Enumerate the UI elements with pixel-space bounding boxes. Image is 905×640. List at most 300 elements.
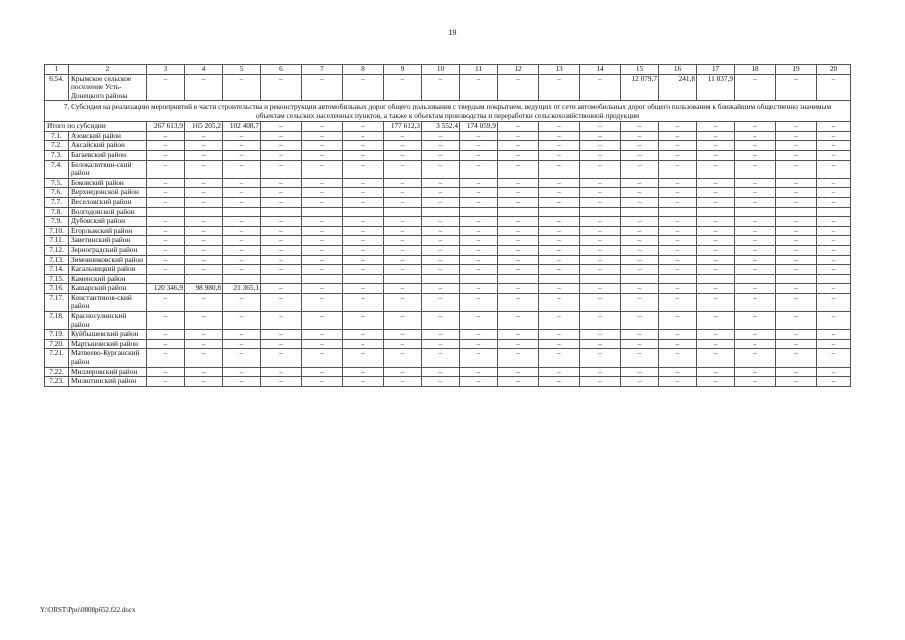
cell: – <box>384 131 422 141</box>
cell: – <box>223 150 261 160</box>
cell: – <box>580 330 621 340</box>
cell: – <box>776 312 817 330</box>
cell: – <box>580 367 621 377</box>
cell: – <box>147 339 185 349</box>
cell: – <box>422 141 460 151</box>
cell: – <box>223 255 261 265</box>
row-number: 7.8. <box>45 207 69 217</box>
table-row <box>45 178 851 188</box>
cell: – <box>498 330 539 340</box>
cell: – <box>223 312 261 330</box>
column-index-row <box>45 65 851 75</box>
cell: – <box>343 330 384 340</box>
column-index-cell: 4 <box>185 65 223 75</box>
cell: – <box>302 178 343 188</box>
cell: – <box>580 160 621 178</box>
table-row <box>45 207 851 217</box>
column-index-cell: 8 <box>343 65 384 75</box>
table-row <box>45 74 851 101</box>
cell: – <box>659 226 697 236</box>
cell: – <box>735 339 776 349</box>
cell: – <box>147 131 185 141</box>
cell <box>147 274 185 284</box>
cell: – <box>539 160 580 178</box>
row-name: Дубовский район <box>69 217 147 227</box>
cell: – <box>659 293 697 311</box>
column-index-cell: 17 <box>697 65 735 75</box>
cell: – <box>185 367 223 377</box>
row-name: Заветинский район <box>69 236 147 246</box>
cell: – <box>223 131 261 141</box>
cell: – <box>697 284 735 294</box>
cell: – <box>498 265 539 275</box>
row-number: 7.17. <box>45 293 69 311</box>
cell: – <box>817 377 851 387</box>
cell: – <box>621 284 659 294</box>
row-number: 7.23. <box>45 377 69 387</box>
cell: – <box>223 178 261 188</box>
cell: – <box>817 265 851 275</box>
column-index-cell: 15 <box>621 65 659 75</box>
cell: – <box>776 377 817 387</box>
table-row <box>45 367 851 377</box>
row-name: Боковский район <box>69 178 147 188</box>
cell: – <box>185 150 223 160</box>
row-number: 7.21. <box>45 349 69 367</box>
cell: – <box>460 160 498 178</box>
cell: – <box>580 141 621 151</box>
cell: – <box>659 377 697 387</box>
column-index-cell: 9 <box>384 65 422 75</box>
cell: – <box>659 339 697 349</box>
table-row <box>45 265 851 275</box>
cell: – <box>776 178 817 188</box>
cell: – <box>539 339 580 349</box>
table-row <box>45 349 851 367</box>
row-name: Кагальницкий район <box>69 265 147 275</box>
cell: – <box>659 349 697 367</box>
row-name: Верхнедонской район <box>69 188 147 198</box>
cell: – <box>776 284 817 294</box>
cell: – <box>776 122 817 132</box>
cell <box>460 207 498 217</box>
cell: – <box>735 226 776 236</box>
cell: – <box>776 236 817 246</box>
cell: – <box>147 217 185 227</box>
cell: – <box>659 178 697 188</box>
cell: – <box>621 255 659 265</box>
cell: – <box>147 160 185 178</box>
cell: – <box>697 141 735 151</box>
cell: – <box>621 217 659 227</box>
cell: – <box>343 377 384 387</box>
cell: – <box>539 284 580 294</box>
cell: – <box>498 160 539 178</box>
cell: – <box>261 178 302 188</box>
cell: – <box>422 255 460 265</box>
cell: – <box>498 197 539 207</box>
cell: – <box>776 367 817 377</box>
row-number: 7.18. <box>45 312 69 330</box>
cell: – <box>147 150 185 160</box>
cell <box>580 207 621 217</box>
cell: – <box>817 367 851 377</box>
cell: – <box>460 245 498 255</box>
cell: – <box>302 255 343 265</box>
row-name: Белокалитвин-ский район <box>69 160 147 178</box>
cell: – <box>343 339 384 349</box>
row-number: 7.4. <box>45 160 69 178</box>
cell: – <box>735 141 776 151</box>
row-number: 7.3. <box>45 150 69 160</box>
cell: – <box>460 349 498 367</box>
row-name: Мартыновский район <box>69 339 147 349</box>
cell: – <box>697 312 735 330</box>
cell: – <box>261 188 302 198</box>
cell: 120 346,9 <box>147 284 185 294</box>
cell: – <box>697 367 735 377</box>
cell: – <box>735 122 776 132</box>
cell: – <box>302 74 343 101</box>
cell: – <box>261 245 302 255</box>
cell: – <box>817 284 851 294</box>
cell: – <box>817 150 851 160</box>
cell: – <box>621 236 659 246</box>
cell: – <box>539 330 580 340</box>
cell <box>621 207 659 217</box>
cell: – <box>735 188 776 198</box>
table-row <box>45 284 851 294</box>
cell: – <box>539 226 580 236</box>
cell: – <box>261 226 302 236</box>
cell: – <box>697 131 735 141</box>
cell: – <box>498 236 539 246</box>
cell: – <box>776 226 817 236</box>
cell: – <box>460 265 498 275</box>
column-index-cell: 10 <box>422 65 460 75</box>
cell: – <box>384 74 422 101</box>
cell: – <box>539 150 580 160</box>
cell <box>185 207 223 217</box>
row-name: Милютинский район <box>69 377 147 387</box>
cell: – <box>343 74 384 101</box>
cell: – <box>580 122 621 132</box>
cell: – <box>697 178 735 188</box>
cell: 177 612,3 <box>384 122 422 132</box>
cell: – <box>776 255 817 265</box>
cell: – <box>498 217 539 227</box>
cell: – <box>147 245 185 255</box>
cell: – <box>460 188 498 198</box>
cell: – <box>697 217 735 227</box>
cell: – <box>659 197 697 207</box>
cell: – <box>343 197 384 207</box>
cell: – <box>261 312 302 330</box>
cell: – <box>223 236 261 246</box>
row-number: 7.19. <box>45 330 69 340</box>
column-index-cell: 11 <box>460 65 498 75</box>
cell: – <box>261 122 302 132</box>
cell: – <box>776 293 817 311</box>
cell: – <box>735 265 776 275</box>
cell: 12 079,7 <box>621 74 659 101</box>
cell: – <box>697 188 735 198</box>
cell: – <box>659 188 697 198</box>
section-title: 7. Субсидия на реализацию мероприятий в части строительства и реконструкции автомобильных дорог общего пользования с твердым покрытием, ведущих от сети автомобильных дорог общего пользования к ближайшим общественно значимым объектам сельских населенных пунктов, а также к объектам производства и переработки сельскохозяйственной продукции <box>45 101 851 122</box>
cell: – <box>147 141 185 151</box>
cell: – <box>302 217 343 227</box>
cell <box>697 274 735 284</box>
cell: – <box>302 226 343 236</box>
cell: – <box>302 339 343 349</box>
row-name: Зерноградский район <box>69 245 147 255</box>
cell: – <box>735 245 776 255</box>
cell: – <box>343 150 384 160</box>
cell <box>223 207 261 217</box>
cell: – <box>735 330 776 340</box>
cell: – <box>185 330 223 340</box>
cell: – <box>621 293 659 311</box>
table-row <box>45 293 851 311</box>
cell: – <box>422 265 460 275</box>
cell: – <box>185 245 223 255</box>
cell: – <box>343 265 384 275</box>
cell: – <box>384 265 422 275</box>
cell: – <box>343 131 384 141</box>
cell: – <box>223 141 261 151</box>
cell: – <box>697 226 735 236</box>
cell: – <box>498 150 539 160</box>
section-title-row <box>45 101 851 122</box>
cell: – <box>539 74 580 101</box>
cell: – <box>621 141 659 151</box>
cell: – <box>460 150 498 160</box>
cell: – <box>817 217 851 227</box>
cell: – <box>539 188 580 198</box>
cell: – <box>539 178 580 188</box>
row-number: 7.7. <box>45 197 69 207</box>
cell: – <box>185 293 223 311</box>
cell: – <box>621 197 659 207</box>
column-index-cell: 12 <box>498 65 539 75</box>
cell: – <box>697 122 735 132</box>
cell: – <box>735 197 776 207</box>
cell: – <box>621 377 659 387</box>
cell: – <box>498 122 539 132</box>
row-name: Багаевский район <box>69 150 147 160</box>
cell: – <box>735 178 776 188</box>
cell: – <box>302 367 343 377</box>
cell <box>422 274 460 284</box>
cell: – <box>147 255 185 265</box>
cell: – <box>384 255 422 265</box>
cell: – <box>621 226 659 236</box>
cell: – <box>185 141 223 151</box>
cell: – <box>659 122 697 132</box>
cell: – <box>261 197 302 207</box>
cell: – <box>539 265 580 275</box>
cell: 11 837,9 <box>697 74 735 101</box>
column-index-cell: 14 <box>580 65 621 75</box>
cell <box>343 274 384 284</box>
column-index-cell: 5 <box>223 65 261 75</box>
cell: – <box>697 160 735 178</box>
cell: – <box>817 293 851 311</box>
cell: – <box>343 178 384 188</box>
cell: – <box>539 367 580 377</box>
cell: – <box>343 293 384 311</box>
cell: – <box>147 178 185 188</box>
cell: – <box>460 217 498 227</box>
cell: – <box>659 150 697 160</box>
cell: – <box>817 339 851 349</box>
cell: – <box>817 330 851 340</box>
cell: – <box>223 74 261 101</box>
table-row <box>45 150 851 160</box>
cell: – <box>697 330 735 340</box>
cell: – <box>659 330 697 340</box>
cell: – <box>817 312 851 330</box>
cell: – <box>223 339 261 349</box>
cell: – <box>580 339 621 349</box>
cell: – <box>261 255 302 265</box>
cell: – <box>580 265 621 275</box>
cell: – <box>498 245 539 255</box>
cell: – <box>659 217 697 227</box>
cell <box>776 207 817 217</box>
cell: – <box>776 265 817 275</box>
cell: – <box>343 284 384 294</box>
cell: – <box>460 293 498 311</box>
cell: – <box>498 255 539 265</box>
cell: – <box>817 349 851 367</box>
cell: – <box>261 349 302 367</box>
cell: 102 408,7 <box>223 122 261 132</box>
cell: – <box>735 367 776 377</box>
cell: – <box>498 377 539 387</box>
cell: – <box>343 236 384 246</box>
cell <box>817 207 851 217</box>
cell: – <box>422 339 460 349</box>
cell: – <box>302 188 343 198</box>
cell <box>776 274 817 284</box>
cell: – <box>539 236 580 246</box>
cell: – <box>498 131 539 141</box>
table-row <box>45 330 851 340</box>
cell: – <box>817 74 851 101</box>
row-number: 7.10. <box>45 226 69 236</box>
cell: – <box>539 245 580 255</box>
cell: – <box>223 226 261 236</box>
cell: – <box>735 284 776 294</box>
cell: – <box>147 74 185 101</box>
cell: – <box>384 330 422 340</box>
cell: – <box>302 160 343 178</box>
row-name: Аксайский район <box>69 141 147 151</box>
cell: – <box>302 122 343 132</box>
cell: – <box>261 141 302 151</box>
cell <box>659 274 697 284</box>
row-number: 7.15. <box>45 274 69 284</box>
cell: – <box>384 188 422 198</box>
cell: – <box>539 141 580 151</box>
cell: – <box>261 284 302 294</box>
cell <box>185 274 223 284</box>
cell: – <box>261 236 302 246</box>
cell: – <box>422 293 460 311</box>
cell: – <box>460 377 498 387</box>
cell: – <box>302 141 343 151</box>
cell: – <box>343 122 384 132</box>
cell: – <box>223 349 261 367</box>
column-index-cell: 19 <box>776 65 817 75</box>
cell: – <box>384 236 422 246</box>
row-number: 7.22. <box>45 367 69 377</box>
cell: – <box>621 339 659 349</box>
cell: – <box>539 217 580 227</box>
cell: – <box>735 150 776 160</box>
cell: – <box>580 312 621 330</box>
cell <box>422 207 460 217</box>
cell: – <box>580 217 621 227</box>
row-number: 7.16. <box>45 284 69 294</box>
cell: – <box>422 74 460 101</box>
cell: – <box>261 160 302 178</box>
cell: – <box>539 349 580 367</box>
row-number: 7.6. <box>45 188 69 198</box>
cell: – <box>817 141 851 151</box>
row-name: Азовский район <box>69 131 147 141</box>
cell: – <box>302 284 343 294</box>
cell <box>580 274 621 284</box>
cell: – <box>261 367 302 377</box>
row-number: 7.13. <box>45 255 69 265</box>
cell: – <box>659 131 697 141</box>
table-row <box>45 188 851 198</box>
cell: – <box>185 217 223 227</box>
cell: – <box>223 367 261 377</box>
cell: – <box>697 339 735 349</box>
cell: – <box>223 377 261 387</box>
cell: – <box>735 131 776 141</box>
cell: – <box>817 226 851 236</box>
cell: – <box>776 339 817 349</box>
cell: – <box>384 312 422 330</box>
cell: – <box>776 150 817 160</box>
cell: – <box>498 178 539 188</box>
cell: – <box>621 349 659 367</box>
cell: – <box>460 226 498 236</box>
cell: – <box>697 377 735 387</box>
cell: – <box>422 349 460 367</box>
cell: – <box>422 377 460 387</box>
cell: – <box>384 226 422 236</box>
cell <box>302 207 343 217</box>
row-name: Волгодонской район <box>69 207 147 217</box>
cell: – <box>185 236 223 246</box>
column-index-cell: 6 <box>261 65 302 75</box>
cell: – <box>498 349 539 367</box>
cell: – <box>776 188 817 198</box>
cell: – <box>817 245 851 255</box>
cell: – <box>261 74 302 101</box>
cell: – <box>223 265 261 275</box>
cell: – <box>697 150 735 160</box>
table-row <box>45 236 851 246</box>
cell: – <box>147 197 185 207</box>
cell: – <box>147 236 185 246</box>
cell: – <box>147 265 185 275</box>
